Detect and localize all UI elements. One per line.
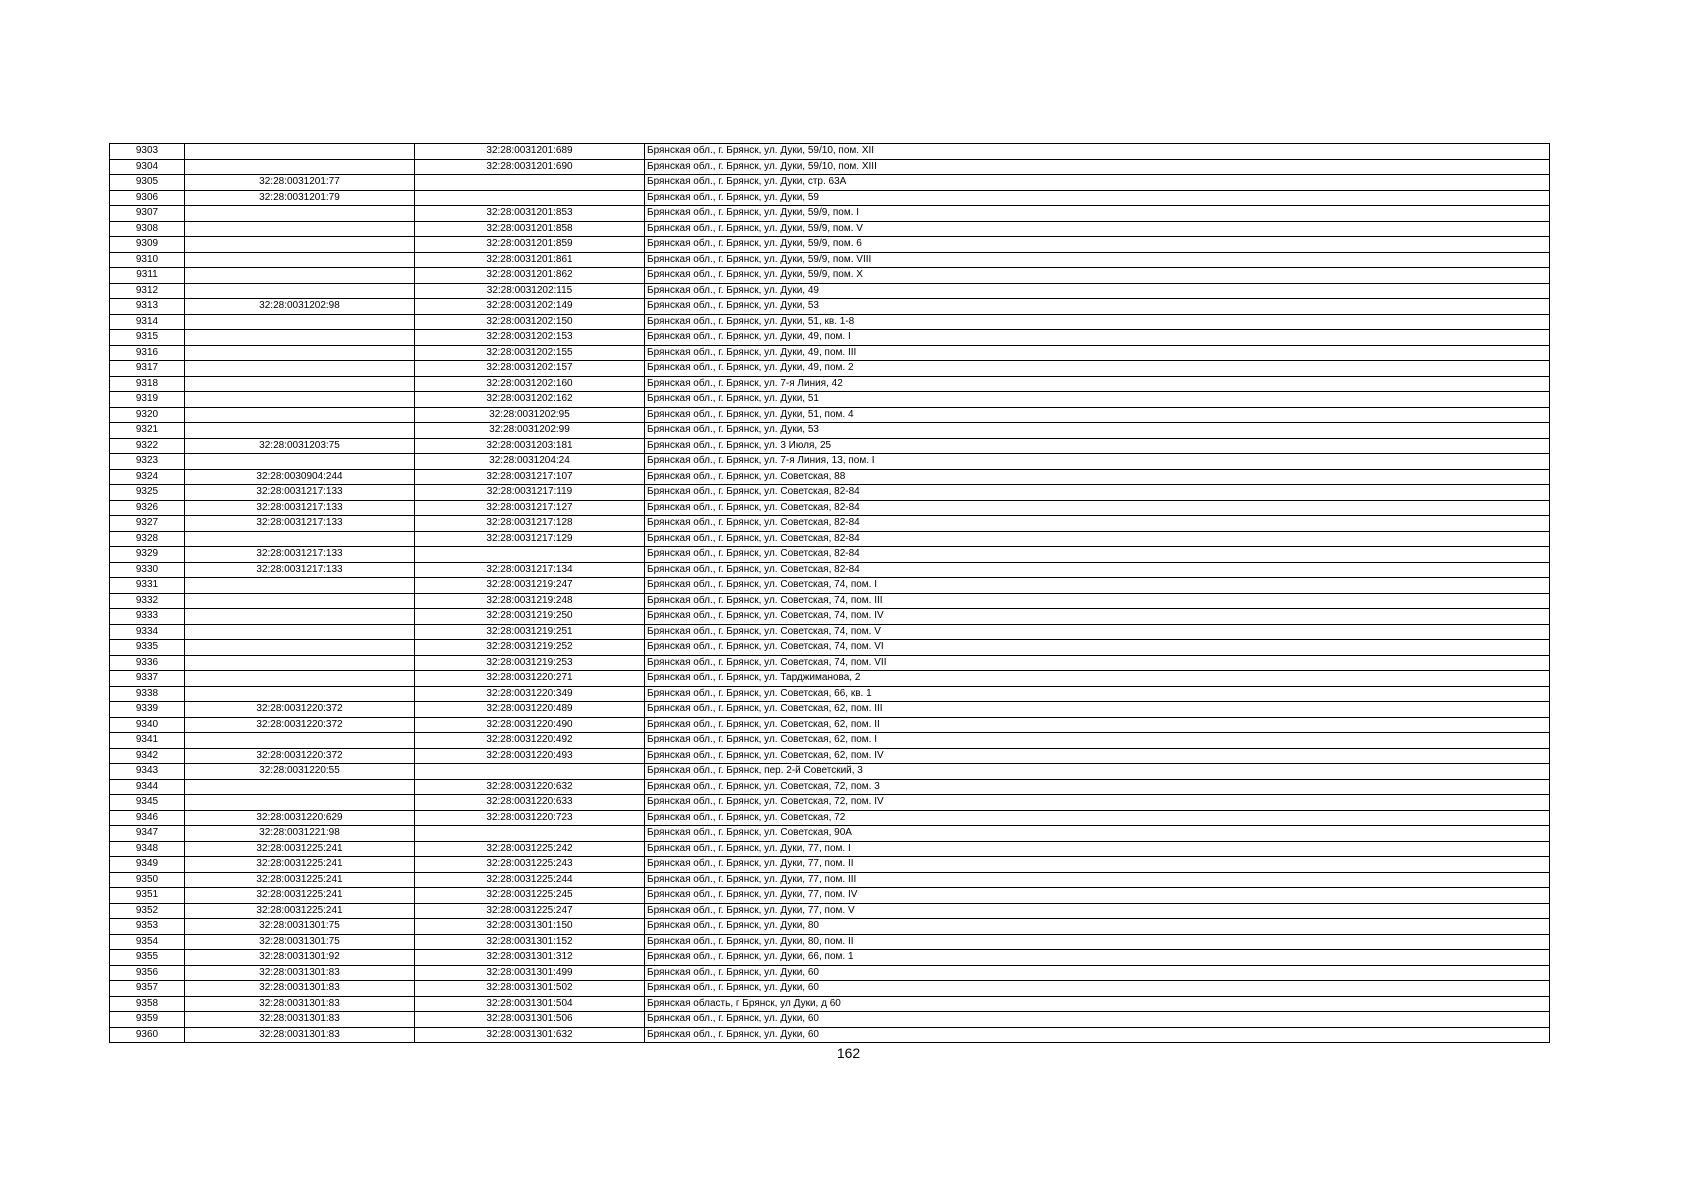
parent-cadastral-number-cell (185, 221, 415, 237)
address-cell: Брянская обл., г. Брянск, ул. Дуки, 77, пом. V (645, 903, 1550, 919)
table-row (110, 1027, 1550, 1043)
cadastral-number-cell: 32:28:0031202:157 (415, 361, 645, 377)
row-number-cell: 9327 (110, 516, 185, 532)
table-row (110, 779, 1550, 795)
cadastral-number-cell: 32:28:0031201:689 (415, 144, 645, 160)
row-number-cell: 9347 (110, 826, 185, 842)
parent-cadastral-number-cell: 32:28:0031217:133 (185, 485, 415, 501)
cadastral-number-cell: 32:28:0031217:107 (415, 469, 645, 485)
table-row (110, 872, 1550, 888)
table-row (110, 1012, 1550, 1028)
table-row (110, 764, 1550, 780)
cadastral-number-cell: 32:28:0031301:312 (415, 950, 645, 966)
cadastral-number-cell: 32:28:0031225:242 (415, 841, 645, 857)
address-cell: Брянская обл., г. Брянск, ул. Дуки, 59/9, пом. VIII (645, 252, 1550, 268)
address-cell: Брянская обл., г. Брянск, ул. Советская, 74, пом. III (645, 593, 1550, 609)
table-row (110, 206, 1550, 222)
row-number-cell: 9310 (110, 252, 185, 268)
row-number-cell: 9315 (110, 330, 185, 346)
row-number-cell: 9330 (110, 562, 185, 578)
cadastral-number-cell: 32:28:0031220:490 (415, 717, 645, 733)
parent-cadastral-number-cell (185, 361, 415, 377)
address-cell: Брянская обл., г. Брянск, ул. Советская, 74, пом. IV (645, 609, 1550, 625)
row-number-cell: 9317 (110, 361, 185, 377)
table-row (110, 733, 1550, 749)
cadastral-number-cell: 32:28:0031201:861 (415, 252, 645, 268)
cadastral-number-cell: 32:28:0031201:690 (415, 159, 645, 175)
parent-cadastral-number-cell: 32:28:0031301:75 (185, 934, 415, 950)
address-cell: Брянская обл., г. Брянск, ул. Советская, 82-84 (645, 500, 1550, 516)
parent-cadastral-number-cell (185, 795, 415, 811)
row-number-cell: 9352 (110, 903, 185, 919)
row-number-cell: 9326 (110, 500, 185, 516)
cadastral-number-cell: 32:28:0031220:493 (415, 748, 645, 764)
address-cell: Брянская обл., г. Брянск, ул. Советская, 72, пом. 3 (645, 779, 1550, 795)
parent-cadastral-number-cell: 32:28:0031225:241 (185, 857, 415, 873)
address-cell: Брянская обл., г. Брянск, ул. Советская, 82-84 (645, 531, 1550, 547)
cadastral-number-cell: 32:28:0031301:506 (415, 1012, 645, 1028)
cadastral-number-cell: 32:28:0031202:99 (415, 423, 645, 439)
address-cell: Брянская обл., г. Брянск, ул. Советская, 90А (645, 826, 1550, 842)
parent-cadastral-number-cell: 32:28:0031301:83 (185, 981, 415, 997)
row-number-cell: 9318 (110, 376, 185, 392)
table-row (110, 795, 1550, 811)
row-number-cell: 9344 (110, 779, 185, 795)
table-row (110, 841, 1550, 857)
table-row (110, 810, 1550, 826)
row-number-cell: 9346 (110, 810, 185, 826)
parent-cadastral-number-cell (185, 593, 415, 609)
address-cell: Брянская обл., г. Брянск, ул. Дуки, 49, пом. 2 (645, 361, 1550, 377)
address-cell: Брянская обл., г. Брянск, ул. Советская, 82-84 (645, 562, 1550, 578)
address-cell: Брянская обл., г. Брянск, ул. Советская, 72, пом. IV (645, 795, 1550, 811)
cadastral-number-cell (415, 764, 645, 780)
table-row (110, 175, 1550, 191)
address-cell: Брянская обл., г. Брянск, ул. 7-я Линия, 13, пом. I (645, 454, 1550, 470)
parent-cadastral-number-cell: 32:28:0030904:244 (185, 469, 415, 485)
table-row (110, 237, 1550, 253)
cadastral-number-cell: 32:28:0031220:271 (415, 671, 645, 687)
row-number-cell: 9337 (110, 671, 185, 687)
parent-cadastral-number-cell: 32:28:0031201:77 (185, 175, 415, 191)
row-number-cell: 9325 (110, 485, 185, 501)
table-row (110, 376, 1550, 392)
address-cell: Брянская обл., г. Брянск, ул. Дуки, 59/9, пом. I (645, 206, 1550, 222)
table-row (110, 438, 1550, 454)
address-cell: Брянская обл., г. Брянск, ул. Дуки, 60 (645, 1012, 1550, 1028)
cadastral-number-cell: 32:28:0031202:153 (415, 330, 645, 346)
parent-cadastral-number-cell (185, 733, 415, 749)
table-row (110, 454, 1550, 470)
address-cell: Брянская обл., г. Брянск, ул. Советская, 88 (645, 469, 1550, 485)
row-number-cell: 9316 (110, 345, 185, 361)
table-row (110, 221, 1550, 237)
parent-cadastral-number-cell: 32:28:0031301:83 (185, 996, 415, 1012)
address-cell: Брянская область, г Брянск, ул Дуки, д 60 (645, 996, 1550, 1012)
cadastral-number-cell: 32:28:0031202:149 (415, 299, 645, 315)
cadastral-number-cell: 32:28:0031202:150 (415, 314, 645, 330)
parent-cadastral-number-cell (185, 392, 415, 408)
cadastral-number-cell: 32:28:0031201:858 (415, 221, 645, 237)
parent-cadastral-number-cell (185, 252, 415, 268)
row-number-cell: 9356 (110, 965, 185, 981)
parent-cadastral-number-cell (185, 531, 415, 547)
parent-cadastral-number-cell (185, 423, 415, 439)
parent-cadastral-number-cell (185, 454, 415, 470)
address-cell: Брянская обл., г. Брянск, пер. 2-й Советский, 3 (645, 764, 1550, 780)
parent-cadastral-number-cell (185, 268, 415, 284)
table-row (110, 857, 1550, 873)
row-number-cell: 9359 (110, 1012, 185, 1028)
address-cell: Брянская обл., г. Брянск, ул. Дуки, 77, пом. II (645, 857, 1550, 873)
address-cell: Брянская обл., г. Брянск, ул. 7-я Линия, 42 (645, 376, 1550, 392)
address-cell: Брянская обл., г. Брянск, ул. Советская, 74, пом. I (645, 578, 1550, 594)
table-row (110, 299, 1550, 315)
table-row (110, 392, 1550, 408)
cadastral-number-cell: 32:28:0031201:853 (415, 206, 645, 222)
parent-cadastral-number-cell: 32:28:0031301:75 (185, 919, 415, 935)
address-cell: Брянская обл., г. Брянск, ул. Дуки, 53 (645, 423, 1550, 439)
address-cell: Брянская обл., г. Брянск, ул. Дуки, стр. 63А (645, 175, 1550, 191)
table-row (110, 516, 1550, 532)
parent-cadastral-number-cell: 32:28:0031220:629 (185, 810, 415, 826)
address-cell: Брянская обл., г. Брянск, ул. Дуки, 59/9, пом. X (645, 268, 1550, 284)
parent-cadastral-number-cell: 32:28:0031217:133 (185, 562, 415, 578)
address-cell: Брянская обл., г. Брянск, ул. Дуки, 59 (645, 190, 1550, 206)
parent-cadastral-number-cell: 32:28:0031217:133 (185, 547, 415, 563)
parent-cadastral-number-cell (185, 655, 415, 671)
address-cell: Брянская обл., г. Брянск, ул. Дуки, 59/9, пом. 6 (645, 237, 1550, 253)
address-cell: Брянская обл., г. Брянск, ул. Советская, 62, пом. IV (645, 748, 1550, 764)
cadastral-number-cell: 32:28:0031220:632 (415, 779, 645, 795)
cadastral-number-cell: 32:28:0031301:502 (415, 981, 645, 997)
cadastral-number-cell: 32:28:0031219:253 (415, 655, 645, 671)
parent-cadastral-number-cell: 32:28:0031202:98 (185, 299, 415, 315)
parent-cadastral-number-cell (185, 206, 415, 222)
parent-cadastral-number-cell: 32:28:0031221:98 (185, 826, 415, 842)
address-cell: Брянская обл., г. Брянск, ул. Советская, 74, пом. V (645, 624, 1550, 640)
row-number-cell: 9334 (110, 624, 185, 640)
address-cell: Брянская обл., г. Брянск, ул. Советская, 74, пом. VI (645, 640, 1550, 656)
cadastral-number-cell: 32:28:0031202:95 (415, 407, 645, 423)
address-cell: Брянская обл., г. Брянск, ул. Дуки, 77, пом. IV (645, 888, 1550, 904)
address-cell: Брянская обл., г. Брянск, ул. Дуки, 60 (645, 981, 1550, 997)
row-number-cell: 9345 (110, 795, 185, 811)
row-number-cell: 9324 (110, 469, 185, 485)
table-row (110, 640, 1550, 656)
parent-cadastral-number-cell (185, 624, 415, 640)
cadastral-number-cell: 32:28:0031202:162 (415, 392, 645, 408)
cadastral-number-cell: 32:28:0031217:128 (415, 516, 645, 532)
table-row (110, 655, 1550, 671)
parent-cadastral-number-cell (185, 159, 415, 175)
cadastral-number-cell: 32:28:0031219:248 (415, 593, 645, 609)
row-number-cell: 9350 (110, 872, 185, 888)
parent-cadastral-number-cell: 32:28:0031220:372 (185, 717, 415, 733)
cadastral-number-cell: 32:28:0031220:723 (415, 810, 645, 826)
table-row (110, 903, 1550, 919)
cadastral-number-cell: 32:28:0031225:247 (415, 903, 645, 919)
address-cell: Брянская обл., г. Брянск, ул. Дуки, 51 (645, 392, 1550, 408)
address-cell: Брянская обл., г. Брянск, ул. Дуки, 49, пом. III (645, 345, 1550, 361)
parent-cadastral-number-cell: 32:28:0031203:75 (185, 438, 415, 454)
row-number-cell: 9306 (110, 190, 185, 206)
table-row (110, 578, 1550, 594)
row-number-cell: 9336 (110, 655, 185, 671)
address-cell: Брянская обл., г. Брянск, ул. Дуки, 49 (645, 283, 1550, 299)
table-row (110, 671, 1550, 687)
cadastral-number-cell: 32:28:0031202:115 (415, 283, 645, 299)
row-number-cell: 9357 (110, 981, 185, 997)
row-number-cell: 9322 (110, 438, 185, 454)
address-cell: Брянская обл., г. Брянск, ул. Дуки, 49, пом. I (645, 330, 1550, 346)
cadastral-number-cell: 32:28:0031219:250 (415, 609, 645, 625)
parent-cadastral-number-cell (185, 578, 415, 594)
address-cell: Брянская обл., г. Брянск, ул. Советская, 82-84 (645, 547, 1550, 563)
cadastral-number-cell: 32:28:0031219:251 (415, 624, 645, 640)
address-cell: Брянская обл., г. Брянск, ул. Советская, 72 (645, 810, 1550, 826)
cadastral-number-cell: 32:28:0031203:181 (415, 438, 645, 454)
address-cell: Брянская обл., г. Брянск, ул. Дуки, 66, пом. 1 (645, 950, 1550, 966)
cadastral-number-cell: 32:28:0031201:859 (415, 237, 645, 253)
cadastral-number-cell: 32:28:0031220:349 (415, 686, 645, 702)
row-number-cell: 9314 (110, 314, 185, 330)
parent-cadastral-number-cell: 32:28:0031301:92 (185, 950, 415, 966)
parent-cadastral-number-cell: 32:28:0031301:83 (185, 965, 415, 981)
address-cell: Брянская обл., г. Брянск, ул. Дуки, 80, пом. II (645, 934, 1550, 950)
row-number-cell: 9343 (110, 764, 185, 780)
cadastral-number-cell: 32:28:0031225:244 (415, 872, 645, 888)
cadastral-number-cell: 32:28:0031301:152 (415, 934, 645, 950)
cadastral-number-cell: 32:28:0031219:252 (415, 640, 645, 656)
table-row (110, 919, 1550, 935)
row-number-cell: 9313 (110, 299, 185, 315)
cadastral-number-cell: 32:28:0031217:129 (415, 531, 645, 547)
cadastral-number-cell: 32:28:0031225:245 (415, 888, 645, 904)
row-number-cell: 9305 (110, 175, 185, 191)
table-row (110, 283, 1550, 299)
parent-cadastral-number-cell (185, 237, 415, 253)
parent-cadastral-number-cell (185, 376, 415, 392)
address-cell: Брянская обл., г. Брянск, ул. 3 Июля, 25 (645, 438, 1550, 454)
table-row (110, 144, 1550, 160)
row-number-cell: 9303 (110, 144, 185, 160)
registry-table-body (110, 144, 1550, 1043)
address-cell: Брянская обл., г. Брянск, ул. Советская, 82-84 (645, 516, 1550, 532)
parent-cadastral-number-cell (185, 640, 415, 656)
table-row (110, 330, 1550, 346)
row-number-cell: 9309 (110, 237, 185, 253)
address-cell: Брянская обл., г. Брянск, ул. Дуки, 59/10, пом. XIII (645, 159, 1550, 175)
parent-cadastral-number-cell (185, 314, 415, 330)
parent-cadastral-number-cell (185, 345, 415, 361)
row-number-cell: 9311 (110, 268, 185, 284)
cadastral-number-cell: 32:28:0031220:633 (415, 795, 645, 811)
parent-cadastral-number-cell: 32:28:0031217:133 (185, 500, 415, 516)
table-row (110, 423, 1550, 439)
row-number-cell: 9304 (110, 159, 185, 175)
row-number-cell: 9360 (110, 1027, 185, 1043)
row-number-cell: 9351 (110, 888, 185, 904)
parent-cadastral-number-cell: 32:28:0031225:241 (185, 841, 415, 857)
registry-table (109, 143, 1550, 1043)
row-number-cell: 9338 (110, 686, 185, 702)
row-number-cell: 9353 (110, 919, 185, 935)
table-row (110, 934, 1550, 950)
row-number-cell: 9320 (110, 407, 185, 423)
row-number-cell: 9358 (110, 996, 185, 1012)
cadastral-number-cell: 32:28:0031217:134 (415, 562, 645, 578)
table-row (110, 485, 1550, 501)
table-row (110, 547, 1550, 563)
parent-cadastral-number-cell (185, 144, 415, 160)
address-cell: Брянская обл., г. Брянск, ул. Дуки, 53 (645, 299, 1550, 315)
parent-cadastral-number-cell: 32:28:0031217:133 (185, 516, 415, 532)
row-number-cell: 9319 (110, 392, 185, 408)
table-row (110, 361, 1550, 377)
cadastral-number-cell: 32:28:0031204:24 (415, 454, 645, 470)
cadastral-number-cell: 32:28:0031220:492 (415, 733, 645, 749)
row-number-cell: 9349 (110, 857, 185, 873)
table-row (110, 159, 1550, 175)
row-number-cell: 9312 (110, 283, 185, 299)
address-cell: Брянская обл., г. Брянск, ул. Дуки, 51, кв. 1-8 (645, 314, 1550, 330)
table-row (110, 593, 1550, 609)
address-cell: Брянская обл., г. Брянск, ул. Советская, 62, пом. II (645, 717, 1550, 733)
row-number-cell: 9328 (110, 531, 185, 547)
cadastral-number-cell: 32:28:0031220:489 (415, 702, 645, 718)
table-row (110, 702, 1550, 718)
address-cell: Брянская обл., г. Брянск, ул. Советская, 62, пом. III (645, 702, 1550, 718)
address-cell: Брянская обл., г. Брянск, ул. Дуки, 77, пом. III (645, 872, 1550, 888)
table-row (110, 686, 1550, 702)
table-row (110, 268, 1550, 284)
address-cell: Брянская обл., г. Брянск, ул. Дуки, 80 (645, 919, 1550, 935)
table-row (110, 190, 1550, 206)
address-cell: Брянская обл., г. Брянск, ул. Дуки, 60 (645, 965, 1550, 981)
row-number-cell: 9341 (110, 733, 185, 749)
table-row (110, 500, 1550, 516)
table-row (110, 624, 1550, 640)
cadastral-number-cell: 32:28:0031301:504 (415, 996, 645, 1012)
parent-cadastral-number-cell: 32:28:0031225:241 (185, 903, 415, 919)
parent-cadastral-number-cell: 32:28:0031225:241 (185, 888, 415, 904)
parent-cadastral-number-cell: 32:28:0031220:55 (185, 764, 415, 780)
row-number-cell: 9340 (110, 717, 185, 733)
address-cell: Брянская обл., г. Брянск, ул. Дуки, 59/9, пом. V (645, 221, 1550, 237)
row-number-cell: 9323 (110, 454, 185, 470)
table-row (110, 314, 1550, 330)
table-row (110, 996, 1550, 1012)
address-cell: Брянская обл., г. Брянск, ул. Дуки, 51, пом. 4 (645, 407, 1550, 423)
cadastral-number-cell: 32:28:0031301:150 (415, 919, 645, 935)
address-cell: Брянская обл., г. Брянск, ул. Советская, 74, пом. VII (645, 655, 1550, 671)
row-number-cell: 9348 (110, 841, 185, 857)
table-row (110, 469, 1550, 485)
table-row (110, 252, 1550, 268)
address-cell: Брянская обл., г. Брянск, ул. Советская, 62, пом. I (645, 733, 1550, 749)
parent-cadastral-number-cell: 32:28:0031301:83 (185, 1027, 415, 1043)
cadastral-number-cell: 32:28:0031202:160 (415, 376, 645, 392)
cadastral-number-cell: 32:28:0031219:247 (415, 578, 645, 594)
parent-cadastral-number-cell (185, 609, 415, 625)
table-row (110, 345, 1550, 361)
address-cell: Брянская обл., г. Брянск, ул. Советская, 66, кв. 1 (645, 686, 1550, 702)
row-number-cell: 9307 (110, 206, 185, 222)
row-number-cell: 9321 (110, 423, 185, 439)
cadastral-number-cell: 32:28:0031217:119 (415, 485, 645, 501)
table-row (110, 407, 1550, 423)
row-number-cell: 9335 (110, 640, 185, 656)
parent-cadastral-number-cell: 32:28:0031301:83 (185, 1012, 415, 1028)
table-row (110, 965, 1550, 981)
address-cell: Брянская обл., г. Брянск, ул. Дуки, 60 (645, 1027, 1550, 1043)
row-number-cell: 9339 (110, 702, 185, 718)
parent-cadastral-number-cell (185, 779, 415, 795)
table-row (110, 717, 1550, 733)
parent-cadastral-number-cell (185, 330, 415, 346)
cadastral-number-cell (415, 175, 645, 191)
table-row (110, 826, 1550, 842)
cadastral-number-cell: 32:28:0031225:243 (415, 857, 645, 873)
parent-cadastral-number-cell: 32:28:0031220:372 (185, 748, 415, 764)
row-number-cell: 9342 (110, 748, 185, 764)
cadastral-number-cell: 32:28:0031217:127 (415, 500, 645, 516)
table-row (110, 609, 1550, 625)
cadastral-number-cell: 32:28:0031301:632 (415, 1027, 645, 1043)
parent-cadastral-number-cell (185, 686, 415, 702)
table-row (110, 950, 1550, 966)
cadastral-number-cell: 32:28:0031202:155 (415, 345, 645, 361)
parent-cadastral-number-cell: 32:28:0031220:372 (185, 702, 415, 718)
cadastral-number-cell (415, 190, 645, 206)
table-row (110, 562, 1550, 578)
parent-cadastral-number-cell (185, 283, 415, 299)
table-row (110, 981, 1550, 997)
cadastral-number-cell (415, 826, 645, 842)
row-number-cell: 9333 (110, 609, 185, 625)
parent-cadastral-number-cell (185, 671, 415, 687)
address-cell: Брянская обл., г. Брянск, ул. Тарджиманова, 2 (645, 671, 1550, 687)
cadastral-number-cell (415, 547, 645, 563)
row-number-cell: 9329 (110, 547, 185, 563)
row-number-cell: 9308 (110, 221, 185, 237)
parent-cadastral-number-cell: 32:28:0031201:79 (185, 190, 415, 206)
row-number-cell: 9355 (110, 950, 185, 966)
table-row (110, 531, 1550, 547)
row-number-cell: 9331 (110, 578, 185, 594)
cadastral-number-cell: 32:28:0031301:499 (415, 965, 645, 981)
address-cell: Брянская обл., г. Брянск, ул. Дуки, 59/10, пом. XII (645, 144, 1550, 160)
address-cell: Брянская обл., г. Брянск, ул. Советская, 82-84 (645, 485, 1550, 501)
table-row (110, 748, 1550, 764)
parent-cadastral-number-cell (185, 407, 415, 423)
row-number-cell: 9354 (110, 934, 185, 950)
table-row (110, 888, 1550, 904)
row-number-cell: 9332 (110, 593, 185, 609)
parent-cadastral-number-cell: 32:28:0031225:241 (185, 872, 415, 888)
cadastral-number-cell: 32:28:0031201:862 (415, 268, 645, 284)
page-number: 162 (836, 1045, 861, 1061)
address-cell: Брянская обл., г. Брянск, ул. Дуки, 77, пом. I (645, 841, 1550, 857)
